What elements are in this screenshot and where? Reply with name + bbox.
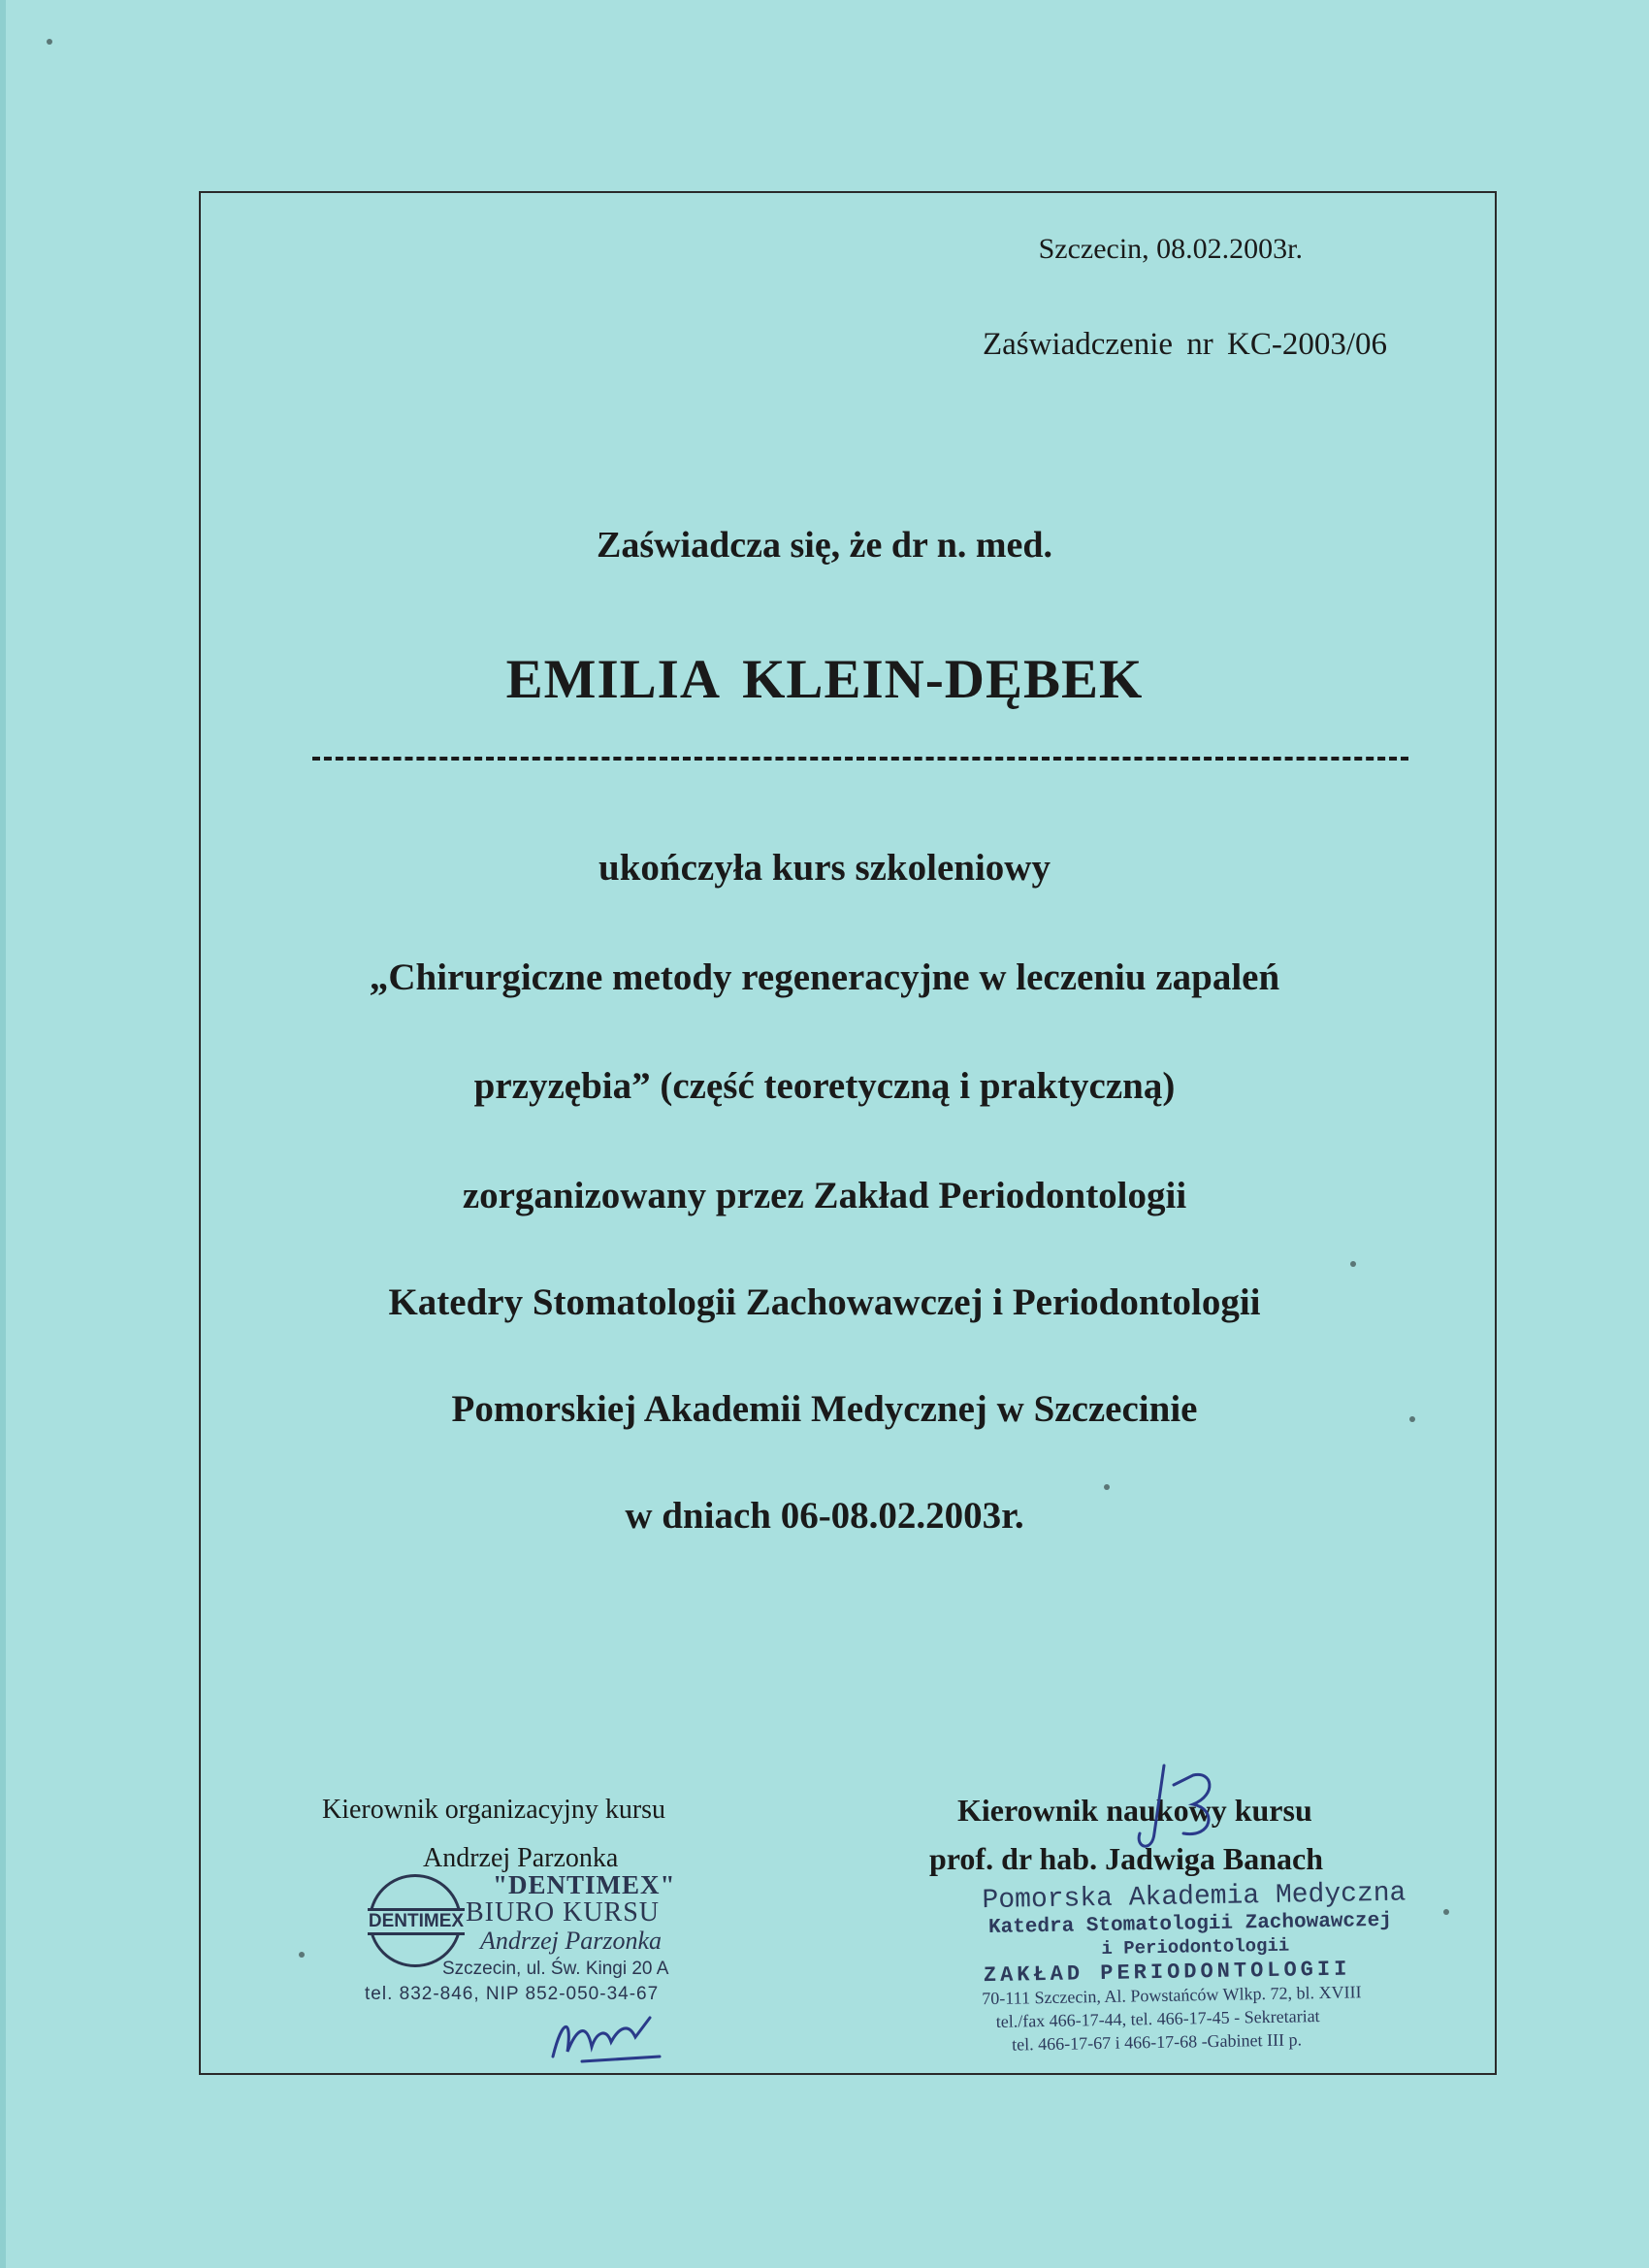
body-line-organizer: zorganizowany przez Zakład Periodontologii xyxy=(462,1175,1187,1216)
academy-stamp xyxy=(968,1878,1456,2081)
paper-speck xyxy=(1409,1416,1415,1422)
body-line-academy: Pomorskiej Akademii Medycznej w Szczecinie xyxy=(451,1388,1198,1430)
dentimex-stamp xyxy=(365,1870,718,2016)
stamp-line: tel. 466-17-67 i 466-17-68 -Gabinet III p. xyxy=(1011,2029,1303,2055)
paper-speck xyxy=(299,1952,305,1958)
scientific-director-role: Kierownik naukowy kursu xyxy=(957,1793,1312,1828)
paper-speck xyxy=(1104,1484,1110,1490)
certificate-intro: Zaświadcza się, że dr n. med. xyxy=(596,525,1053,566)
paper-speck xyxy=(47,39,52,45)
stamp-line: i Periodontologii xyxy=(1101,1934,1290,1960)
dentimex-logo-icon: DENTIMEX xyxy=(369,1874,462,1967)
stamp-line: BIURO KURSU xyxy=(466,1897,661,1928)
organizational-director-role: Kierownik organizacyjny kursu xyxy=(322,1795,666,1825)
page-edge xyxy=(0,0,6,2268)
stamp-line: tel./fax 466-17-44, tel. 466-17-45 - Sekretariat xyxy=(995,2006,1320,2031)
stamp-line: Pomorska Akademia Medyczna xyxy=(982,1878,1406,1917)
body-line-dates: w dniach 06-08.02.2003r. xyxy=(625,1495,1024,1537)
body-line-department: Katedry Stomatologii Zachowawczej i Periodontologii xyxy=(388,1281,1261,1323)
body-line-course-title-1: „Chirurgiczne metody regeneracyjne w leczeniu zapaleń xyxy=(369,956,1280,998)
stamp-line: Szczecin, ul. Św. Kingi 20 A xyxy=(442,1959,669,1979)
paper-speck xyxy=(1443,1909,1449,1915)
stamp-line: ZAKŁAD PERIODONTOLOGII xyxy=(983,1957,1351,1989)
stamp-line: tel. 832-846, NIP 852-050-34-67 xyxy=(365,1984,660,2004)
dashed-divider xyxy=(312,757,1408,761)
scientific-director-name: prof. dr hab. Jadwiga Banach xyxy=(929,1841,1324,1876)
organizational-director-name: Andrzej Parzonka xyxy=(423,1843,619,1873)
left-signature-icon xyxy=(543,1998,669,2076)
stamp-line: Andrzej Parzonka xyxy=(480,1927,663,1955)
right-signature-icon xyxy=(1125,1756,1232,1872)
recipient-name: EMILIA KLEIN-DĘBEK xyxy=(505,649,1144,710)
body-line-completed: ukończyła kurs szkoleniowy xyxy=(598,847,1051,889)
body-line-course-title-2: przyzębia” (część teoretyczną i praktyczną) xyxy=(473,1065,1176,1107)
stamp-line: Katedra Stomatologii Zachowawczej xyxy=(987,1909,1393,1940)
stamp-line: "DENTIMEX" xyxy=(493,1870,676,1899)
stamp-line: 70-111 Szczecin, Al. Powstańców Wlkp. 72, bl. XVIII xyxy=(982,1982,1362,2009)
certificate-number: Zaświadczenie nr KC-2003/06 xyxy=(982,327,1387,362)
paper-speck xyxy=(1350,1261,1356,1267)
place-date: Szczecin, 08.02.2003r. xyxy=(1038,233,1303,265)
